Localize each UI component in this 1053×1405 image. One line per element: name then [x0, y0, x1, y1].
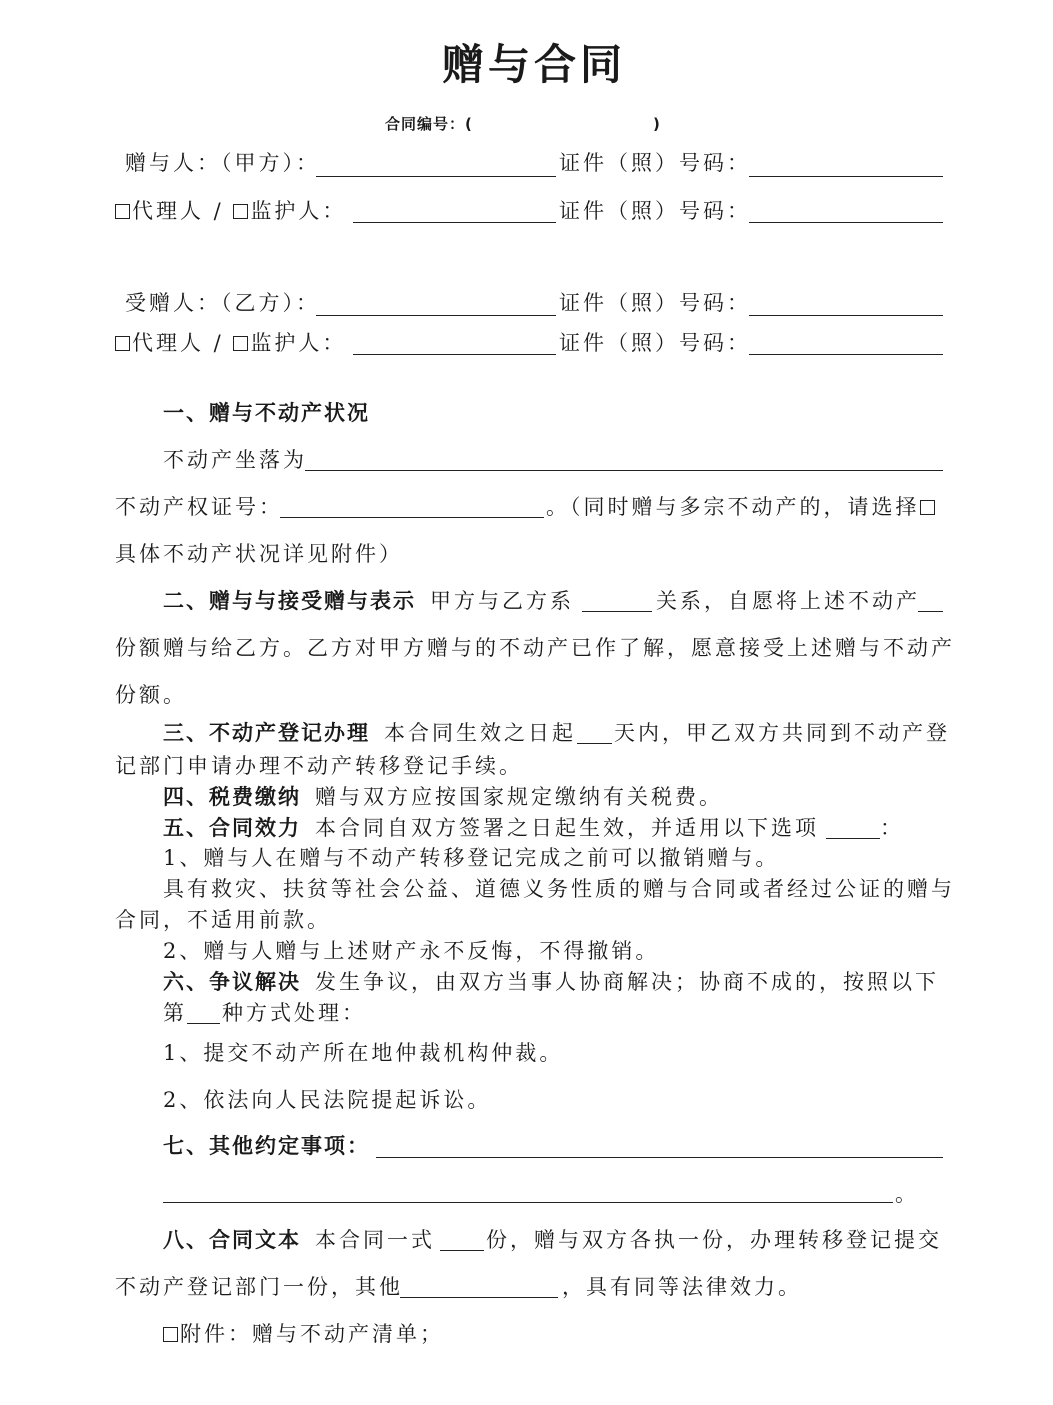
option-choice-field[interactable]	[826, 838, 880, 839]
guardian-label: 监护人：	[250, 199, 347, 223]
contract-number-close: )	[653, 115, 661, 133]
donee-label: 受赠人：（乙方）：	[125, 291, 320, 315]
property-detail-note: 具体不动产状况详见附件）	[115, 542, 403, 566]
section-3-line-1: 三、不动产登记办理 本合同生效之日起	[163, 721, 576, 745]
other-terms-field-line-2[interactable]	[163, 1202, 893, 1203]
section-5-colon: ：	[880, 816, 904, 840]
attachment-option-checkbox[interactable]	[920, 500, 935, 515]
section-5-line-1: 五、合同效力 本合同自双方签署之日起生效，并适用以下选项	[163, 816, 819, 840]
attachment-checkbox[interactable]	[163, 1327, 178, 1342]
section-2-text-2: 关系，自愿将上述不动产	[656, 589, 920, 613]
section-5-option-1-note: 具有救灾、扶贫等社会公益、道德义务性质的赠与合同或者经过公证的赠与	[163, 877, 955, 901]
section-8-line-2b: ，具有同等法律效力。	[562, 1275, 802, 1299]
section-5-heading: 五、合同效力	[163, 816, 301, 840]
donee-agent-id-label: 证件（照）号码：	[559, 331, 751, 355]
section-7-heading: 七、其他约定事项：	[163, 1134, 370, 1158]
donor-agent-id-label: 证件（照）号码：	[559, 199, 751, 223]
multi-property-note: 。（同时赠与多宗不动产的，请选择	[546, 497, 937, 518]
donor-agent-row	[115, 201, 346, 222]
agent-label: 代理人 /	[132, 199, 234, 223]
donee-agent-id-field[interactable]	[749, 354, 943, 355]
guardian-checkbox[interactable]	[233, 204, 248, 219]
section-6-line-2b: 种方式处理：	[222, 1001, 366, 1025]
section-5-option-1: 1、赠与人在赠与不动产转移登记完成之前可以撤销赠与。	[163, 846, 780, 870]
section-6-heading: 六、争议解决	[163, 970, 301, 994]
contract-number-label: 合同编号：(	[385, 115, 473, 133]
property-cert-field[interactable]	[280, 517, 544, 518]
attachment-line	[163, 1324, 444, 1345]
agent-label: 代理人 /	[132, 331, 234, 355]
guardian-checkbox[interactable]	[233, 336, 248, 351]
dispute-method-field[interactable]	[187, 1023, 220, 1024]
section-8-line-1: 八、合同文本 本合同一式	[163, 1228, 435, 1252]
section-5-option-2: 2、赠与人赠与上述财产永不反悔，不得撤销。	[163, 939, 660, 963]
page-title: 赠与合同	[442, 40, 627, 89]
section-6-option-2: 2、依法向人民法院提起诉讼。	[163, 1088, 492, 1112]
copies-field[interactable]	[440, 1250, 484, 1251]
relationship-field[interactable]	[582, 611, 652, 612]
property-location-field[interactable]	[305, 470, 943, 471]
days-field[interactable]	[577, 743, 612, 744]
section-3-line-2: 记部门申请办理不动产转移登记手续。	[115, 754, 523, 778]
donor-agent-id-field[interactable]	[749, 222, 943, 223]
section-6-line-1: 六、争议解决 发生争议，由双方当事人协商解决；协商不成的，按照以下	[163, 970, 939, 994]
attachment-label: 附件：赠与不动产清单；	[180, 1322, 444, 1346]
section-2-line-2: 份额赠与给乙方。乙方对甲方赠与的不动产已作了解，愿意接受上述赠与不动产	[115, 636, 955, 660]
other-terms-field[interactable]	[376, 1157, 943, 1158]
agent-checkbox[interactable]	[115, 204, 130, 219]
donee-agent-name-field[interactable]	[353, 354, 556, 355]
section-2-line-3: 份额。	[115, 683, 187, 707]
section-5-option-1-note-end: 合同，不适用前款。	[115, 908, 331, 932]
section-8-line-2a: 不动产登记部门一份，其他	[115, 1275, 403, 1299]
donee-id-field[interactable]	[749, 315, 943, 316]
section-8-heading: 八、合同文本	[163, 1228, 301, 1252]
section-6-option-1: 1、提交不动产所在地仲裁机构仲裁。	[163, 1041, 564, 1065]
property-location-label: 不动产坐落为	[163, 448, 307, 472]
donor-id-field[interactable]	[749, 176, 943, 177]
section-6-line-2a: 第	[163, 1001, 187, 1025]
section-8-text-2: 份，赠与双方各执一份，办理转移登记提交	[486, 1228, 942, 1252]
donor-name-field[interactable]	[316, 176, 556, 177]
section-1-heading: 一、赠与不动产状况	[163, 401, 370, 425]
section-3-text-2: 天内，甲乙双方共同到不动产登	[614, 721, 950, 745]
donor-agent-name-field[interactable]	[353, 222, 556, 223]
donee-agent-row	[115, 333, 346, 354]
donor-label: 赠与人：（甲方）：	[125, 151, 320, 175]
donee-id-label: 证件（照）号码：	[559, 291, 751, 315]
section-4-heading: 四、税费缴纳	[163, 785, 301, 809]
other-copies-field[interactable]	[400, 1297, 558, 1298]
section-2-line-1: 二、赠与与接受赠与表示 甲方与乙方系	[163, 589, 574, 613]
section-3-heading: 三、不动产登记办理	[163, 721, 370, 745]
property-cert-label: 不动产权证号：	[115, 495, 283, 519]
donor-id-label: 证件（照）号码：	[559, 151, 751, 175]
agent-checkbox[interactable]	[115, 336, 130, 351]
guardian-label: 监护人：	[250, 331, 347, 355]
section-7-end: 。	[895, 1182, 919, 1206]
section-4-line: 四、税费缴纳 赠与双方应按国家规定缴纳有关税费。	[163, 785, 723, 809]
donee-name-field[interactable]	[316, 315, 556, 316]
section-2-heading: 二、赠与与接受赠与表示	[163, 589, 416, 613]
share-field[interactable]	[918, 611, 943, 612]
